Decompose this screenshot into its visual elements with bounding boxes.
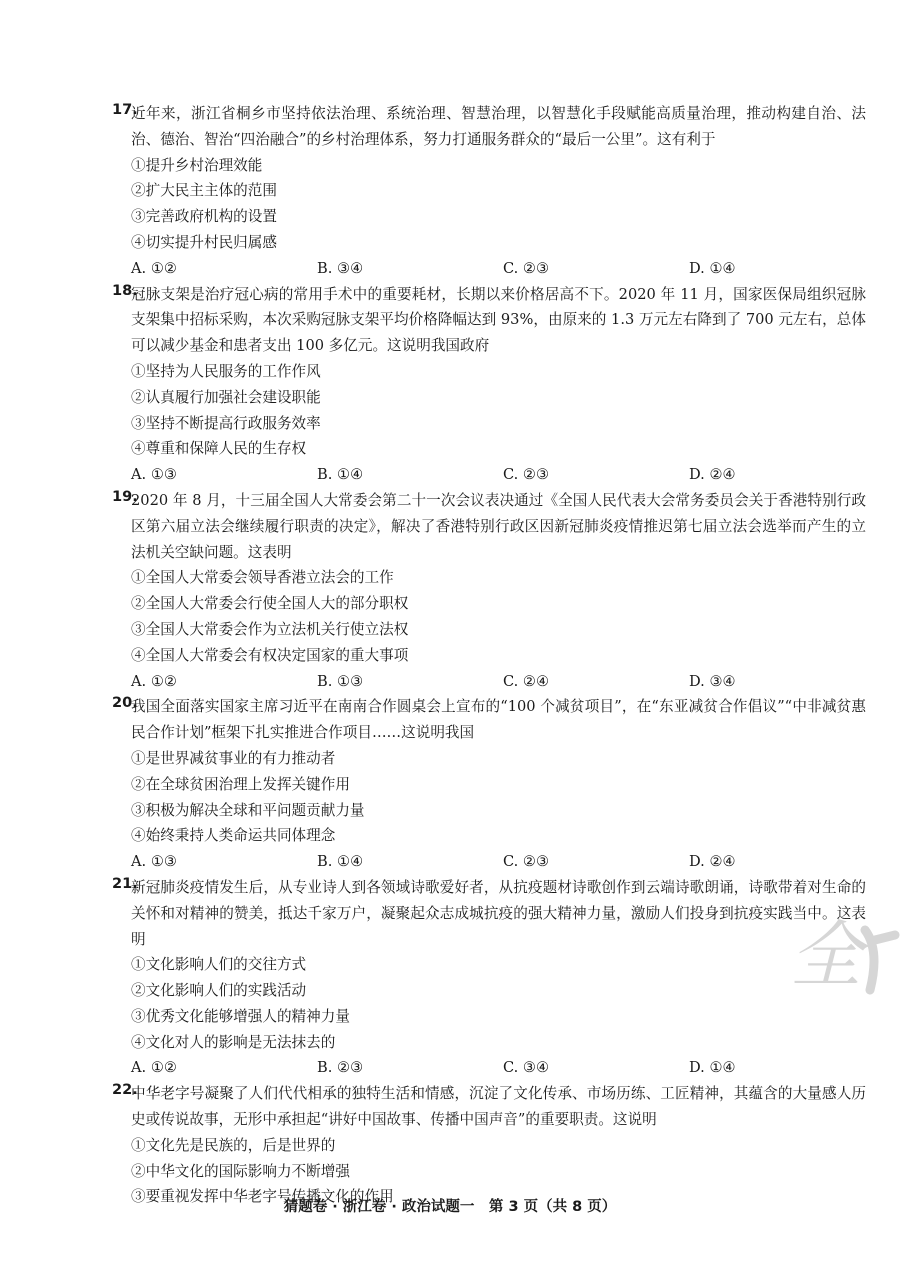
question-stem-wrap [112, 1081, 866, 1133]
answer-choices [131, 1055, 866, 1081]
answer-choice-d: D. ②④ [689, 853, 736, 871]
statement-option: ③积极为解决全球和平问题贡献力量 [131, 801, 365, 819]
answer-choice-d: D. ②④ [689, 466, 736, 484]
question-18 [112, 281, 866, 488]
statement-option: ①文化影响人们的交往方式 [131, 956, 307, 974]
question-stem-wrap [112, 101, 866, 153]
question-stem: 近年来，浙江省桐乡市坚持依法治理、系统治理、智慧治理，以智慧化手段赋能高质量治理，推动构建自治、法治、德治、智治“四治融合”的乡村治理体系，努力打通服务群众的“最后一公里”。这有利于 [131, 105, 866, 148]
answer-choices [131, 462, 866, 488]
answer-choice-a: A. ①② [131, 1059, 177, 1077]
statement-option: ②全国人大常委会行使全国人大的部分职权 [131, 595, 409, 613]
statement-option: ②在全球贫困治理上发挥关键作用 [131, 775, 350, 793]
statement-option: ①坚持为人民服务的工作作风 [131, 362, 321, 380]
question-stem-wrap [112, 874, 866, 952]
question-stem-wrap [112, 694, 866, 746]
statement-option: ③优秀文化能够增强人的精神力量 [131, 1007, 350, 1025]
page-footer: 猜题卷 · 浙江卷 · 政治试题一 第 3 页（共 8 页） [283, 1199, 617, 1215]
statement-option: ①提升乡村治理效能 [131, 156, 263, 174]
statement-option: ④文化对人的影响是无法抹去的 [131, 1033, 336, 1051]
question-number: 19. [112, 487, 138, 505]
statement-option: ④全国人大常委会有权决定国家的重大事项 [131, 646, 409, 664]
statement-option: ④尊重和保障人民的生存权 [131, 440, 307, 458]
answer-choices [131, 256, 866, 282]
answer-choice-b: B. ①③ [317, 672, 364, 690]
question-number: 20. [112, 694, 138, 712]
watermark-stamp [770, 900, 900, 1010]
statement-option: ②文化影响人们的实践活动 [131, 982, 307, 1000]
answer-choice-a: A. ①③ [131, 853, 177, 871]
answer-choice-a: A. ①③ [131, 466, 177, 484]
statement-option: ④切实提升村民归属感 [131, 233, 277, 251]
answer-choice-c: C. ②③ [503, 259, 550, 277]
question-20 [112, 694, 866, 875]
question-stem: 新冠肺炎疫情发生后，从专业诗人到各领域诗歌爱好者，从抗疫题材诗歌创作到云端诗歌朗诵，诗歌带着对生命的关怀和对精神的赞美，抵达千家万户，凝聚起众志成城抗疫的强大精神力量，激励人们投身到抗疫实践当中。这表明 [131, 878, 866, 948]
statement-option: ④始终秉持人类命运共同体理念 [131, 827, 336, 845]
question-number: 17. [112, 101, 138, 118]
statement-option: ②中华文化的国际影响力不断增强 [131, 1162, 350, 1180]
question-stem-wrap [112, 281, 866, 359]
statement-option: ①文化先是民族的，后是世界的 [131, 1136, 336, 1154]
answer-choice-b: B. ①④ [317, 466, 364, 484]
answer-choice-a: A. ①② [131, 672, 177, 690]
answer-choice-c: C. ②④ [503, 672, 550, 690]
question-19 [112, 487, 866, 694]
question-number: 22. [112, 1081, 138, 1099]
answer-choice-a: A. ①② [131, 259, 177, 277]
answer-choice-d: D. ①④ [689, 259, 736, 277]
question-number: 21. [112, 874, 138, 892]
question-stem: 我国全面落实国家主席习近平在南南合作圆桌会上宣布的“100 个减贫项目”，在“东亚减贫合作倡议”“中非减贫惠民合作计划”框架下扎实推进合作项目……这说明我国 [131, 698, 866, 742]
watermark-text: 全 [790, 913, 863, 997]
question-stem: 中华老字号凝聚了人们代代相承的独特生活和情感，沉淀了文化传承、市场历练、工匠精神，其蕴含的大量感人历史或传说故事，无形中承担起“讲好中国故事、传播中国声音”的重要职责。这说明 [131, 1085, 866, 1129]
question-stem: 2020 年 8 月，十三届全国人大常委会第二十一次会议表决通过《全国人民代表大会常务委员会关于香港特别行政区第六届立法会继续履行职责的决定》，解决了香港特别行政区因新冠肺炎疫情推迟第七届立法会选举而产生的立法机关空缺问题。这表明 [131, 491, 866, 561]
answer-choice-c: C. ③④ [503, 1059, 550, 1077]
statement-option: ②扩大民主主体的范围 [131, 182, 277, 200]
answer-choice-c: C. ②③ [503, 853, 550, 871]
answer-choice-b: B. ①④ [317, 853, 364, 871]
statement-option: ②认真履行加强社会建设职能 [131, 388, 321, 406]
answer-choice-c: C. ②③ [503, 466, 550, 484]
question-list [112, 101, 866, 1210]
statement-option: ③要重视发挥中华老字号传播文化的作用 [131, 1188, 394, 1206]
watermark-stroke [865, 930, 895, 990]
statement-option: ③全国人大常委会作为立法机关行使立法权 [131, 620, 409, 638]
question-21 [112, 874, 866, 1081]
answer-choices [131, 849, 866, 875]
statement-option: ①是世界减贫事业的有力推动者 [131, 749, 336, 767]
answer-choice-d: D. ①④ [689, 1059, 736, 1077]
answer-choice-b: B. ②③ [317, 1059, 364, 1077]
answer-choice-b: B. ③④ [317, 259, 364, 277]
statement-option: ③完善政府机构的设置 [131, 208, 277, 226]
question-17 [112, 101, 866, 282]
question-22 [112, 1081, 866, 1210]
question-stem-wrap [112, 487, 866, 565]
answer-choice-d: D. ③④ [689, 672, 736, 690]
statement-option: ①全国人大常委会领导香港立法会的工作 [131, 569, 394, 587]
answer-choices [131, 669, 866, 695]
question-stem: 冠脉支架是治疗冠心病的常用手术中的重要耗材，长期以来价格居高不下。2020 年 11 月，国家医保局组织冠脉支架集中招标采购，本次采购冠脉支架平均价格降幅达到 93%，由原来的 1.3 万元左右降到了 700 元左右，总体可以减少基金和患者支出 100 多亿元。这说明我国政府 [131, 285, 866, 355]
statement-option: ③坚持不断提高行政服务效率 [131, 414, 321, 432]
question-number: 18. [112, 281, 138, 299]
